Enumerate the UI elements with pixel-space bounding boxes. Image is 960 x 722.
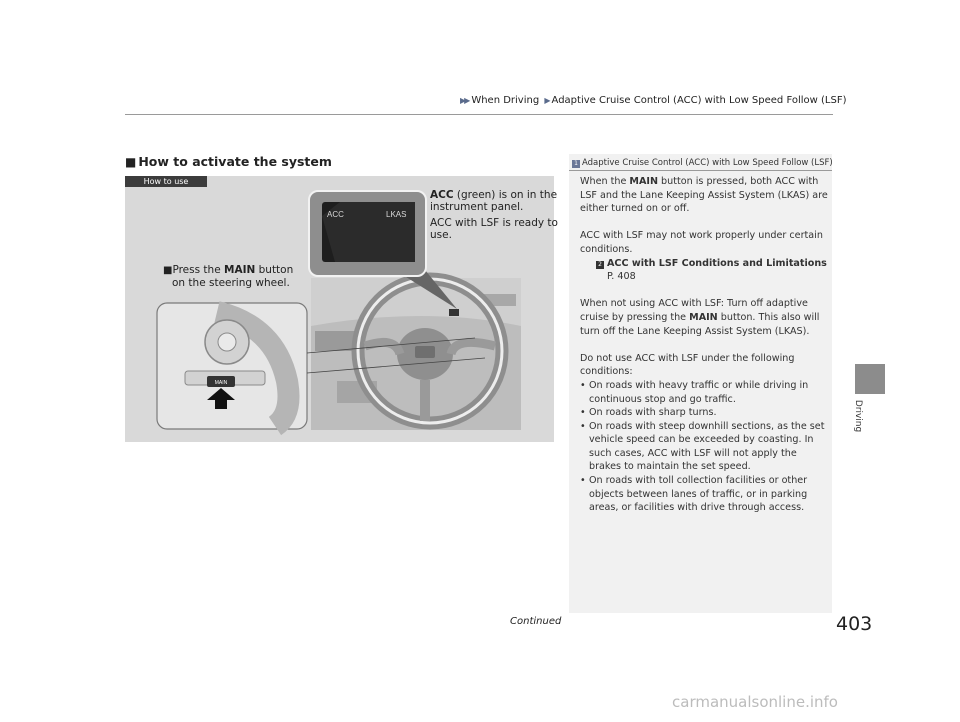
list-item: • On roads with heavy traffic or while driving in continuous stop and go traffic. (580, 379, 828, 406)
acc-status-caption (430, 189, 558, 245)
chapter-tab-block (855, 364, 885, 394)
air-vent-left (315, 331, 355, 351)
caption-line-2: on the steering wheel. (172, 277, 290, 289)
note-icon: 1 (572, 160, 580, 168)
breadcrumb-part-2: Adaptive Cruise Control (ACC) with Low Speed Follow (LSF) (551, 95, 847, 106)
header-rule (125, 114, 833, 115)
chapter-tab[interactable] (852, 398, 864, 434)
sidebar-rule (569, 170, 832, 171)
caption-main-bold: MAIN (224, 264, 256, 276)
list-item: • On roads with toll collection facilities or other objects between lanes of traffic, or in parking areas, or facilities with drive through access. (580, 474, 828, 515)
list-item: • On roads with steep downhill sections, as the set vehicle speed can be exceeded by coasting. In such cases, ACC with LSF will not apply the brakes to maintain the set speed. (580, 420, 828, 474)
press-main-caption (163, 264, 293, 289)
svg-text:MAIN: MAIN (214, 380, 228, 386)
lkas-indicator: LKAS (386, 210, 407, 219)
section-title: How to activate the system (138, 154, 332, 169)
acc-ready-text: ACC with LSF is ready to use. (430, 217, 558, 241)
acc-rest: (green) is on in the instrument panel. (430, 189, 558, 213)
sidebar-paragraph-3: When not using ACC with LSF: Turn off adaptive cruise by pressing the MAIN button. This also will turn off the Lane Keeping Assist System (LKAS). (580, 298, 820, 337)
reference-page: P. 408 (607, 271, 636, 283)
breadcrumb (460, 95, 846, 106)
sidebar-paragraph-2: ACC with LSF may not work properly under certain conditions. (580, 230, 823, 255)
watermark: carmanualsonline.info (672, 693, 838, 711)
section-marker: ■ (125, 155, 137, 169)
list-item: • On roads with sharp turns. (580, 406, 828, 420)
acc-indicator: ACC (327, 210, 344, 219)
chapter-tab-label: Driving (853, 399, 863, 433)
sidebar-title-text: Adaptive Cruise Control (ACC) with Low Speed Follow (LSF) (582, 158, 833, 168)
caption-marker: ■ (163, 265, 173, 276)
section-heading (125, 154, 332, 169)
continued-label: Continued (510, 616, 562, 627)
page-number: 403 (836, 613, 873, 635)
logo-badge (415, 346, 435, 358)
double-arrow-icon: ▶▶ (460, 96, 469, 105)
instrument-indicator (449, 309, 459, 316)
conditions-list (580, 379, 828, 515)
reference-title: ACC with LSF Conditions and Limitations (607, 257, 827, 269)
sidebar-title (572, 158, 833, 168)
breadcrumb-part-1: When Driving (471, 95, 540, 106)
caption-text: button (255, 264, 294, 276)
arrow-icon: ▶ (544, 96, 549, 105)
cross-reference-link[interactable] (580, 257, 828, 271)
reference-icon: 2 (596, 261, 604, 269)
sidebar-paragraph-4: Do not use ACC with LSF under the following conditions: (580, 352, 795, 378)
sidebar-body (580, 175, 828, 515)
caption-text: Press the (172, 264, 224, 276)
sidebar-paragraph-1: When the MAIN button is pressed, both ACC with LSF and the Lane Keeping Assist System (LKAS) are either turned on or off. (580, 176, 828, 215)
acc-bold: ACC (430, 189, 454, 201)
how-to-use-badge: How to use (125, 176, 207, 187)
